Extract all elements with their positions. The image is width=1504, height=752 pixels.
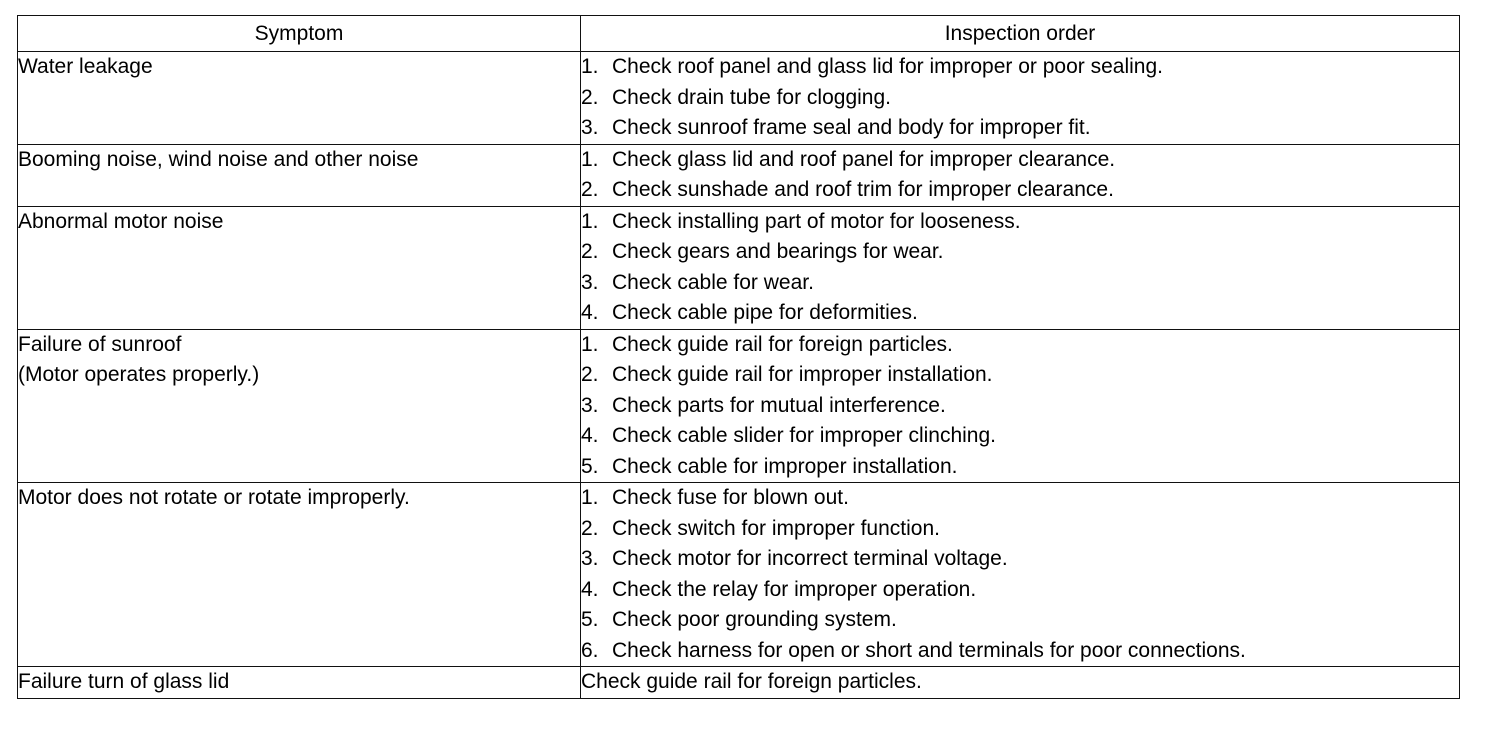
inspection-order-cell <box>581 483 1460 667</box>
inspection-order-cell <box>581 667 1460 699</box>
step-number: 1. <box>581 55 599 78</box>
step-number: 1. <box>581 209 599 233</box>
symptom-cell <box>18 144 581 206</box>
symptom-text: Failure of sunroof <box>18 332 182 356</box>
step-number: 3. <box>581 270 599 294</box>
step-text: Check guide rail for foreign particles. <box>581 670 922 693</box>
table-row <box>18 206 1460 329</box>
inspection-step <box>581 667 1459 698</box>
inspection-step <box>581 360 1459 391</box>
symptom-text: Failure turn of glass lid <box>18 670 230 693</box>
inspection-step-list <box>581 330 1459 483</box>
step-text: Check parts for mutual interference. <box>612 393 946 417</box>
inspection-order-cell <box>581 144 1460 206</box>
symptom-cell <box>18 329 581 483</box>
inspection-step-list <box>581 145 1459 206</box>
step-number: 1. <box>581 147 599 171</box>
inspection-step <box>581 483 1459 514</box>
symptom-cell <box>18 483 581 667</box>
step-text: Check cable for improper installation. <box>612 454 958 478</box>
inspection-step <box>581 113 1459 144</box>
step-text: Check roof panel and glass lid for improper or poor sealing. <box>612 55 1163 78</box>
symptom-cell <box>18 52 581 145</box>
step-text: Check glass lid and roof panel for improper clearance. <box>612 147 1116 171</box>
inspection-step <box>581 207 1459 238</box>
step-text: Check motor for incorrect terminal voltage. <box>612 547 1008 570</box>
step-text: Check cable for wear. <box>612 270 814 294</box>
step-number: 3. <box>581 116 599 139</box>
step-text: Check cable slider for improper clinching. <box>612 424 996 447</box>
step-number: 6. <box>581 638 599 662</box>
symptom-text: Motor does not rotate or rotate improperly. <box>18 486 410 509</box>
step-text: Check harness for open or short and terminals for poor connections. <box>612 638 1246 662</box>
table-row <box>18 667 1460 699</box>
inspection-step <box>581 298 1459 329</box>
inspection-step <box>581 52 1459 83</box>
step-text: Check switch for improper function. <box>612 516 940 540</box>
inspection-order-cell <box>581 329 1460 483</box>
step-text: Check poor grounding system. <box>612 608 897 631</box>
step-number: 2. <box>581 85 599 109</box>
symptom-cell <box>18 206 581 329</box>
step-number: 1. <box>581 332 599 356</box>
inspection-step <box>581 145 1459 176</box>
table-row <box>18 483 1460 667</box>
step-number: 2. <box>581 516 599 540</box>
step-text: Check cable pipe for deformities. <box>612 301 918 324</box>
step-text: Check fuse for blown out. <box>612 486 849 509</box>
inspection-step-list <box>581 667 1459 698</box>
inspection-order-cell <box>581 52 1460 145</box>
inspection-step <box>581 330 1459 361</box>
inspection-step <box>581 175 1459 206</box>
symptom-cell <box>18 667 581 699</box>
symptom-text: Abnormal motor noise <box>18 209 224 233</box>
step-number: 5. <box>581 454 599 478</box>
step-text: Check sunshade and roof trim for improper clearance. <box>612 178 1114 201</box>
step-number: 2. <box>581 240 599 263</box>
inspection-step <box>581 391 1459 422</box>
symptom-text: Water leakage <box>18 55 153 78</box>
inspection-step-list <box>581 52 1459 144</box>
step-number: 1. <box>581 486 599 509</box>
step-number: 4. <box>581 301 599 324</box>
inspection-step <box>581 421 1459 452</box>
inspection-step <box>581 636 1459 667</box>
step-text: Check guide rail for improper installation. <box>612 363 993 386</box>
troubleshooting-table <box>17 15 1460 699</box>
inspection-step <box>581 514 1459 545</box>
table-row <box>18 144 1460 206</box>
inspection-step <box>581 268 1459 299</box>
step-text: Check the relay for improper operation. <box>612 577 977 601</box>
step-text: Check sunroof frame seal and body for improper fit. <box>612 116 1091 139</box>
inspection-step-list <box>581 207 1459 329</box>
inspection-step <box>581 575 1459 606</box>
inspection-step <box>581 544 1459 575</box>
inspection-step <box>581 237 1459 268</box>
step-text: Check guide rail for foreign particles. <box>612 332 953 356</box>
step-number: 3. <box>581 393 599 417</box>
inspection-order-cell <box>581 206 1460 329</box>
table-row <box>18 329 1460 483</box>
inspection-step <box>581 452 1459 483</box>
step-number: 4. <box>581 577 599 601</box>
step-text: Check gears and bearings for wear. <box>612 240 944 263</box>
symptom-text: (Motor operates properly.) <box>18 363 260 386</box>
header-row <box>18 16 1460 52</box>
symptom-column-header: Symptom <box>18 16 581 52</box>
step-text: Check installing part of motor for looseness. <box>612 209 1021 233</box>
symptom-text: Booming noise, wind noise and other noise <box>18 147 419 171</box>
inspection-step-list <box>581 483 1459 666</box>
table-row <box>18 52 1460 145</box>
step-number: 3. <box>581 547 599 570</box>
step-number: 4. <box>581 424 599 447</box>
inspection-step <box>581 83 1459 114</box>
step-text: Check drain tube for clogging. <box>612 85 891 109</box>
inspection-step <box>581 605 1459 636</box>
inspection-order-column-header: Inspection order <box>581 16 1460 52</box>
step-number: 2. <box>581 178 599 201</box>
step-number: 2. <box>581 363 599 386</box>
step-number: 5. <box>581 608 599 631</box>
table-body <box>18 52 1460 699</box>
